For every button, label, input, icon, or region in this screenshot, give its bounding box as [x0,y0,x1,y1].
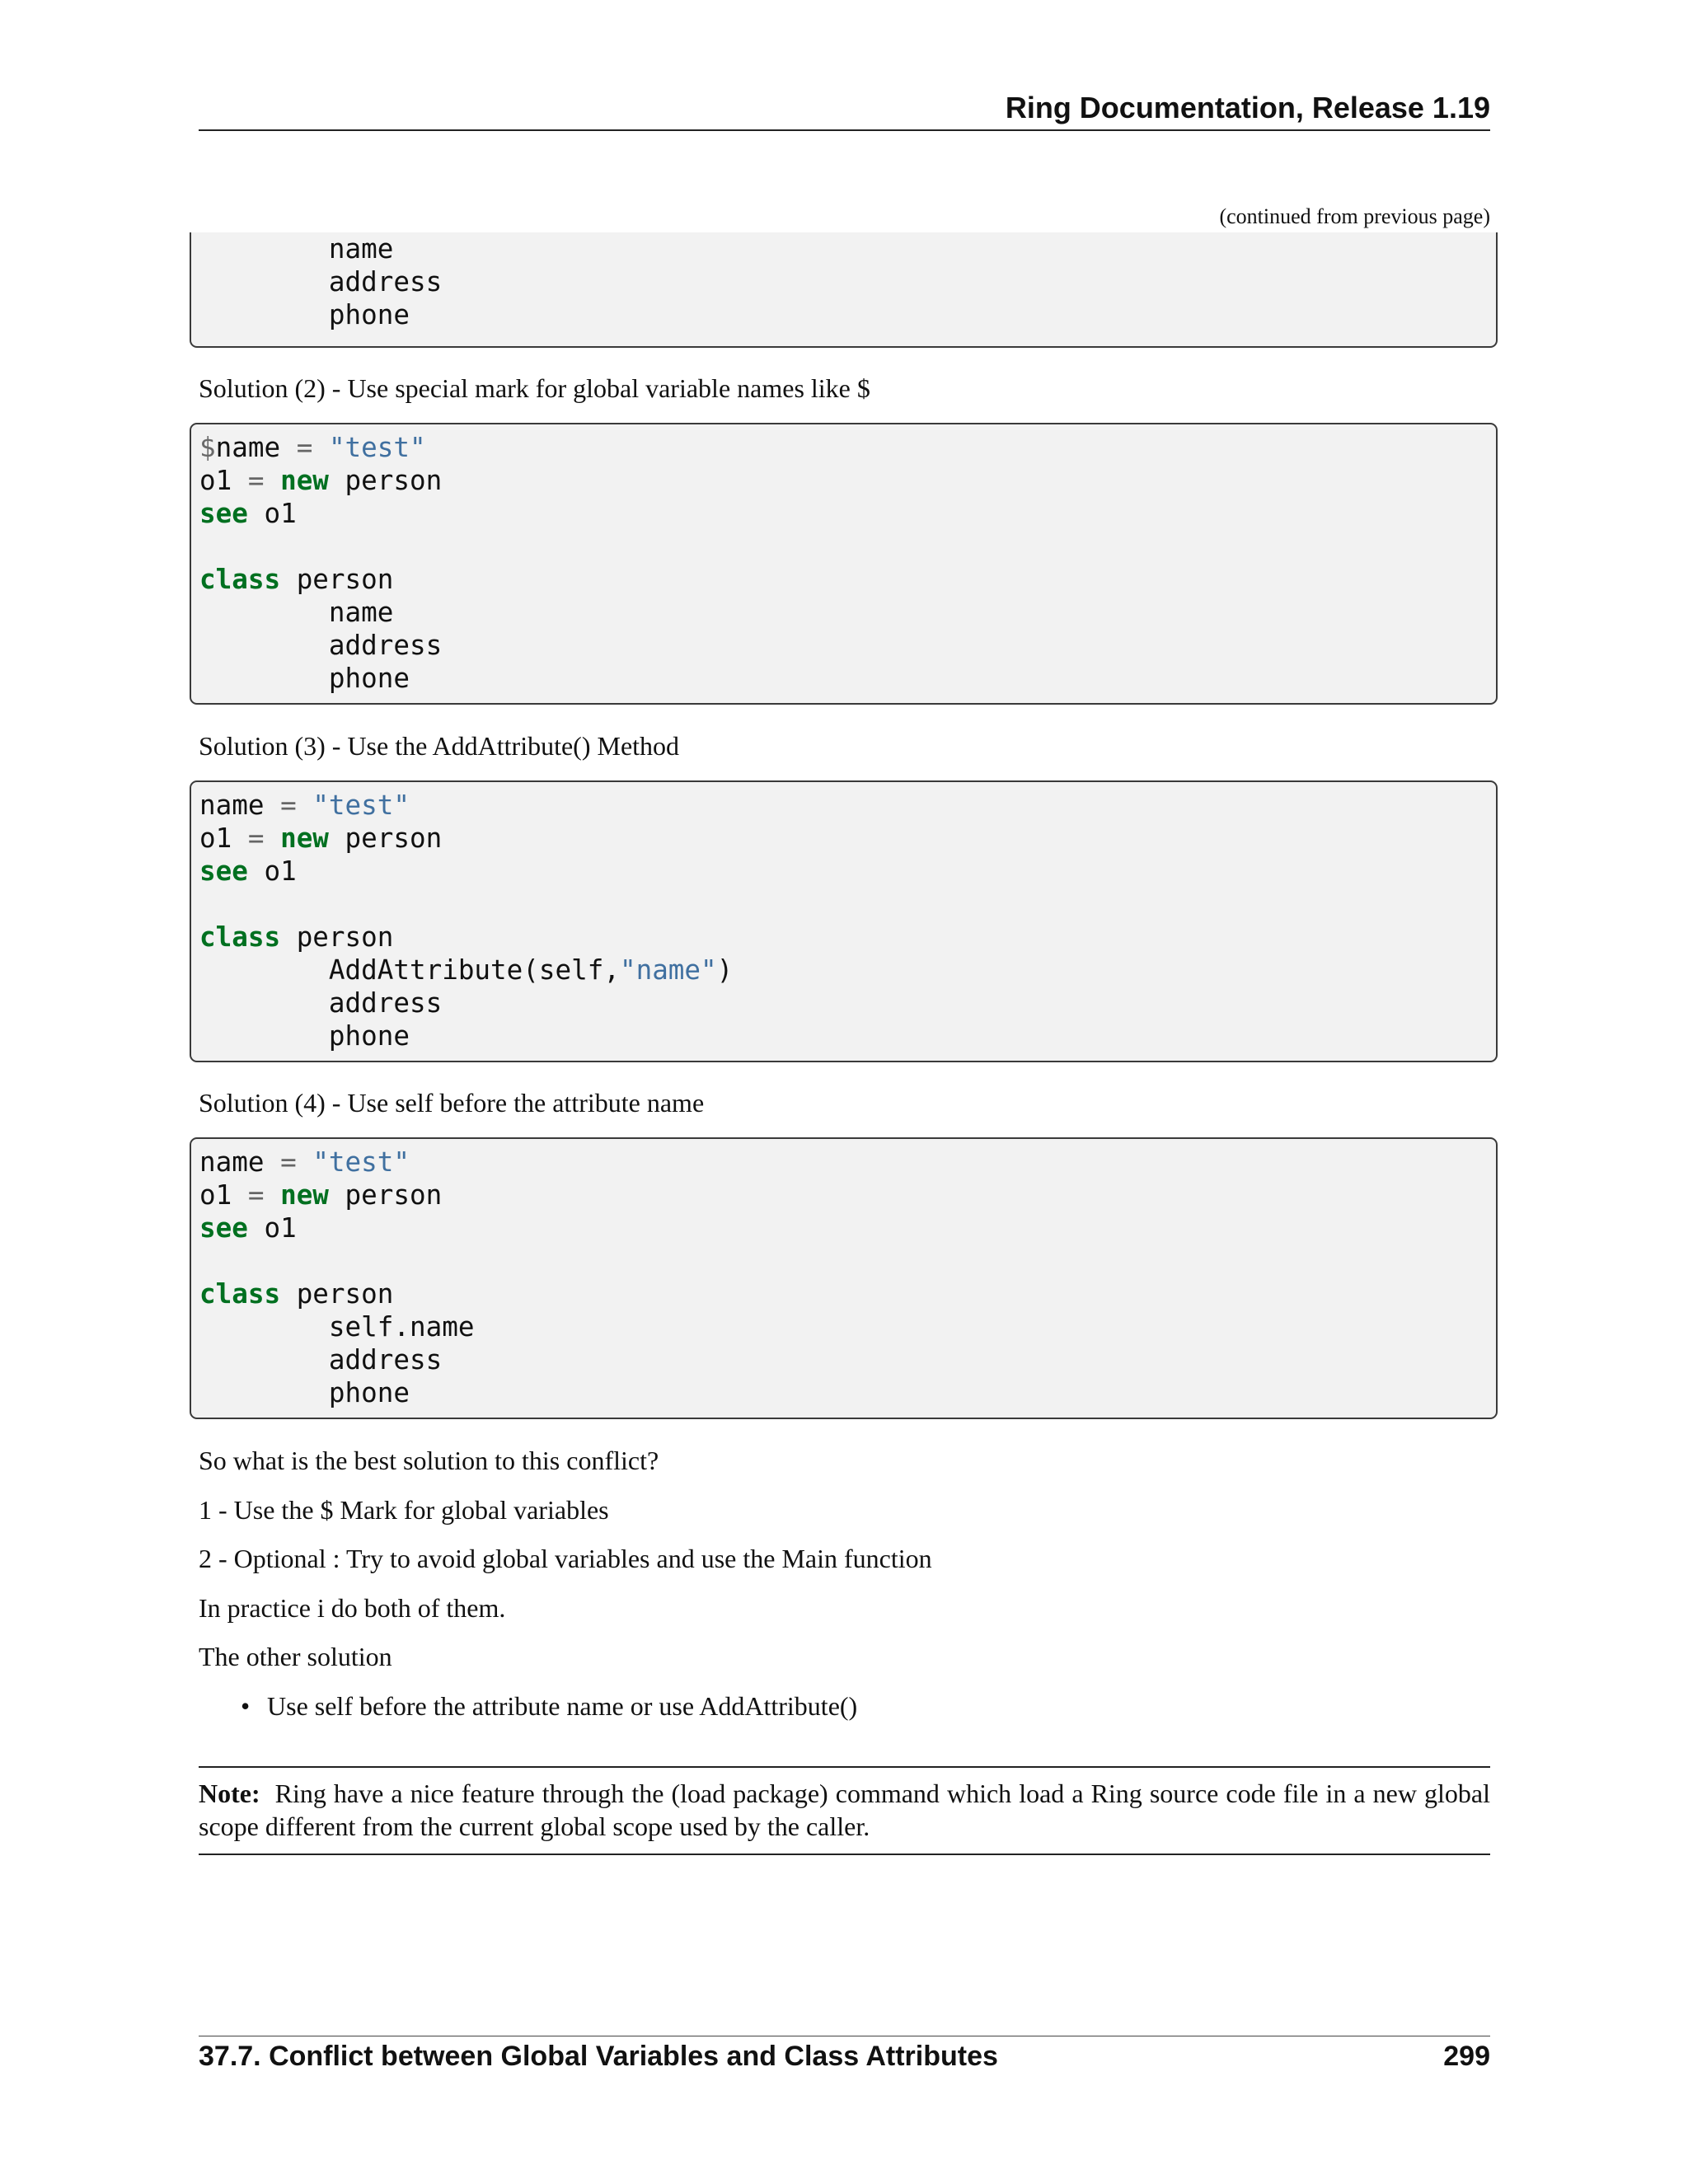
code-text: name [328,233,394,265]
paragraph-question: So what is the best solution to this conflict? [199,1446,659,1475]
paragraph-step-2: 2 - Optional : Try to avoid global variables and use the Main function [199,1544,932,1573]
code-block-solution-3 [190,780,1498,1062]
code-line [199,789,1496,822]
code-token: = [232,823,281,854]
code-line [199,298,1496,331]
code-line: address [199,987,443,1019]
code-token: person [328,1179,443,1211]
code-token: name [199,1146,265,1178]
note-box [199,1777,1490,1843]
code-token: o1 [247,1212,297,1244]
solution-4-label: Solution (4) - Use self before the attribute name [199,1088,705,1118]
code-token: "test" [312,1146,410,1178]
note-text: Ring have a nice feature through the (load package) command which load a Ring source code file in a new global scope different from the current global scope used by the caller. [199,1779,1490,1841]
code-line [199,530,1496,563]
code-token: person [280,1278,394,1310]
code-token: class [199,921,281,953]
paragraph-step-1: 1 - Use the $ Mark for global variables [199,1495,609,1525]
code-line [199,954,1496,987]
code-line [199,1146,1496,1179]
code-token: name [199,790,265,821]
code-line [199,497,1496,530]
paragraph-practice: In practice i do both of them. [199,1593,506,1623]
running-header: Ring Documentation, Release 1.19 [1005,91,1490,124]
code-line [199,1179,1496,1212]
code-token: new [280,823,329,854]
code-token: = [280,432,329,463]
code-token: new [280,1179,329,1211]
bullet-glyph: • [241,1691,251,1721]
code-token: see [199,855,248,887]
note-top-rule [199,1766,1490,1768]
code-token: class [199,1278,281,1310]
code-token: "name" [619,954,717,986]
code-listing [191,424,1496,695]
code-token: person [328,465,443,496]
code-line: address [199,630,443,661]
code-line [199,822,1496,855]
solution-3-label: Solution (3) - Use the AddAttribute() Method [199,731,680,761]
code-token: class [199,564,281,595]
code-token: AddAttribute(self, [199,954,620,986]
code-block-solution-2 [190,423,1498,705]
code-block-continued [190,232,1498,348]
code-line [199,464,1496,497]
code-line: phone [199,1377,410,1408]
code-line: phone [199,1020,410,1052]
code-listing [191,232,1496,331]
code-text: phone [328,299,410,330]
code-block-solution-4 [190,1137,1498,1419]
code-line [199,431,1496,464]
code-line [199,265,1496,298]
paragraph-other-solution: The other solution [199,1642,392,1671]
code-listing [191,782,1496,1052]
code-line [199,1212,1496,1244]
code-line [199,1244,1496,1277]
code-line [199,563,1496,596]
code-token: see [199,1212,248,1244]
code-token: o1 [247,855,297,887]
code-line: name [199,597,394,628]
code-token: "test" [328,432,426,463]
code-line: phone [199,663,410,694]
code-token: = [264,1146,313,1178]
code-token: name [215,432,281,463]
code-token: ) [716,954,734,986]
code-token: new [280,465,329,496]
continued-label: (continued from previous page) [1219,204,1490,228]
code-token: $ [199,432,216,463]
code-token: person [280,564,394,595]
code-token: = [232,1179,281,1211]
code-token: o1 [247,498,297,529]
bullet-text: Use self before the attribute name or use AddAttribute() [267,1691,858,1721]
code-line [199,921,1496,954]
code-line [199,855,1496,888]
code-line [199,888,1496,921]
code-token: see [199,498,248,529]
code-line: address [199,1344,443,1376]
code-token: = [264,790,313,821]
code-text: address [328,266,443,298]
header-rule [199,129,1490,131]
bullet-item [241,1690,857,1722]
footer-section-title: 37.7. Conflict between Global Variables and Class Attributes [199,2041,998,2072]
page-number: 299 [1443,2041,1490,2072]
note-label: Note: [199,1779,260,1808]
code-token: o1 [199,823,232,854]
code-line [199,232,1496,265]
note-bottom-rule [199,1854,1490,1855]
code-listing [191,1139,1496,1409]
code-token: person [328,823,443,854]
code-token: person [280,921,394,953]
code-token: "test" [312,790,410,821]
code-token: = [232,465,281,496]
code-line [199,1277,1496,1310]
solution-2-label: Solution (2) - Use special mark for global variable names like $ [199,373,870,403]
code-token: o1 [199,1179,232,1211]
code-line: self.name [199,1311,475,1343]
code-token: o1 [199,465,232,496]
